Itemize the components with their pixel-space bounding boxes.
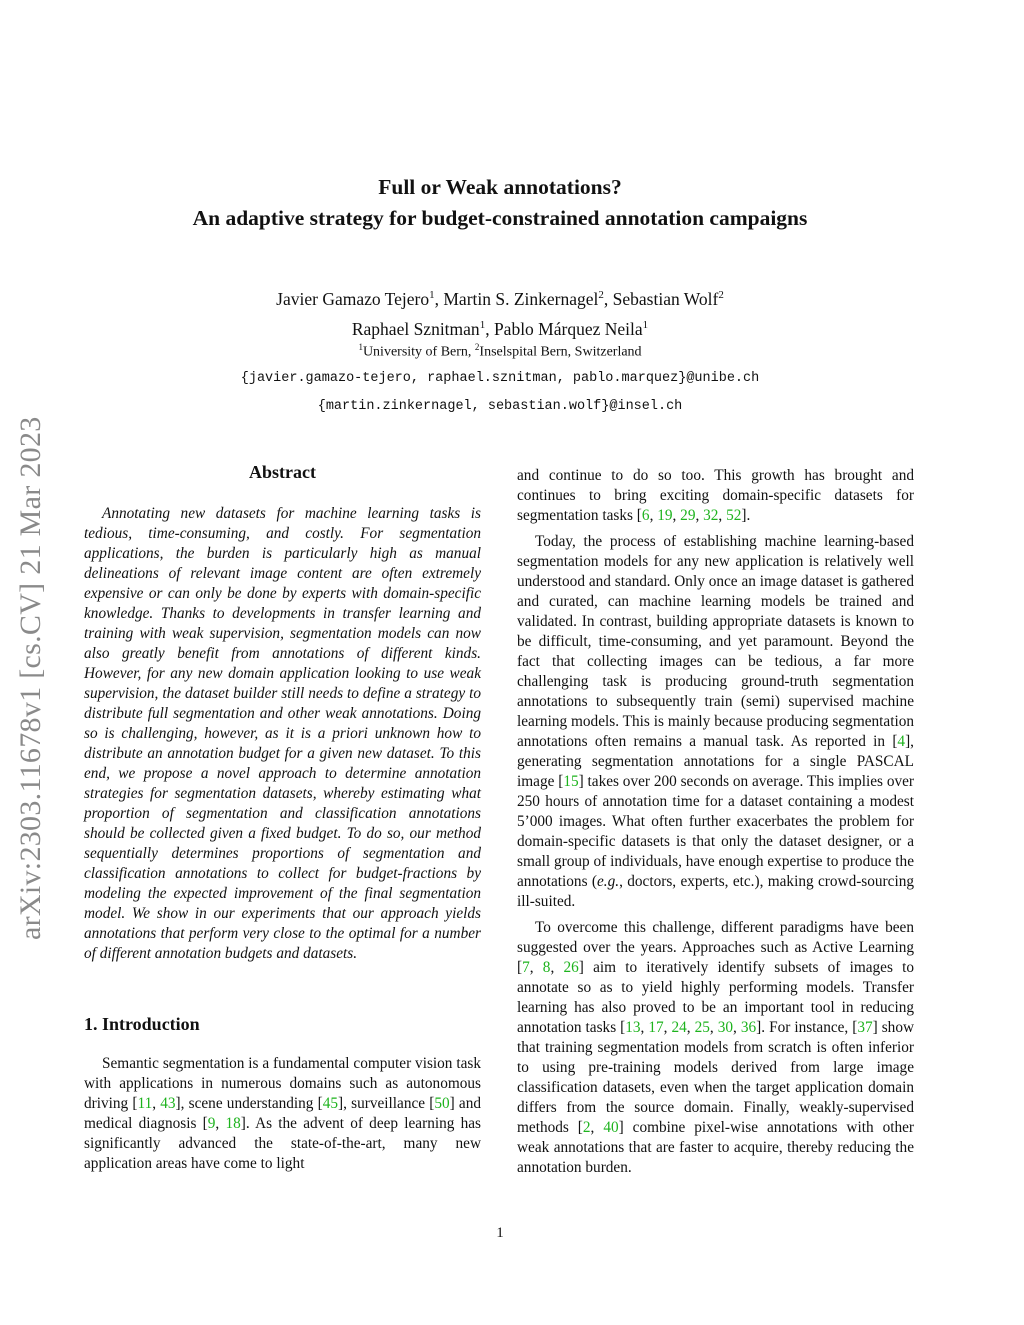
citation-link[interactable]: 32 <box>703 507 719 524</box>
citation-link[interactable]: 36 <box>740 1019 757 1036</box>
author-affiliation-mark: 2 <box>718 289 724 301</box>
citation-link[interactable]: 11 <box>137 1095 153 1112</box>
author-separator: , <box>603 288 613 309</box>
citation-link[interactable]: 50 <box>434 1095 450 1112</box>
intro-paragraph-continued: and continue to do so too. This growth has brought and continues to bring exciting domain-specific datasets for segmentation tasks [6, 19, 29, 32, 52]. <box>517 467 914 524</box>
page-number: 1 <box>496 1225 504 1241</box>
abstract-heading: Abstract <box>249 462 316 482</box>
affiliations <box>0 342 1000 361</box>
citation-link[interactable]: 52 <box>726 507 742 524</box>
citation-link[interactable]: 17 <box>648 1019 664 1036</box>
citation-link[interactable]: 2 <box>582 1119 591 1136</box>
emphasis-text: e.g. <box>596 873 620 890</box>
author-list <box>0 282 1000 342</box>
intro-paragraph-2: Today, the process of establishing machine learning-based segmentation models for any new application is relatively well understood and standard. Only once an image dataset is gathered and curated, can machine learning models be trained and validated. In contrast, building appropriate datasets is known to be difficult, time-consuming, and yet paramount. Beyond the fact that collecting images can be tedious, a far more challenging task is producing ground-truth segmentation annotations to subsequently train (semi) supervised machine learning models. This is mainly because producing segmentation annotations often remains a manual task. As reported in [4], generating segmentation annotations for a single PASCAL image [15] takes over 200 seconds on average. This implies over 250 hours of annotation time for a dataset containing a modest 5’000 images. What often further exacerbates the problem for domain-specific datasets is that only the dataset designer, or a small group of individuals, have enough expertise to produce the annotations (e.g., doctors, experts, etc.), making crowd-sourcing ill-suited. <box>517 533 915 910</box>
citation-link[interactable]: 43 <box>160 1095 176 1112</box>
author-affiliation-mark: 1 <box>642 318 649 331</box>
paper-title <box>0 172 1000 234</box>
citation-link[interactable]: 37 <box>857 1019 873 1036</box>
abstract-text: Annotating new datasets for machine learning tasks is tedious, time-consuming, and costly. For segmentation applications, the burden is particularly high as manual delineations of relevant image content are often extremely expensive or can only be done by experts with domain-specific knowledge. Thanks to developments in transfer learning and training with weak supervision, segmentation models can now also greatly benefit from annotations of different kinds. However, for any new domain application looking to use weak supervision, the dataset builder still needs to define a strategy to distribute full segmentation and other weak annotations. Doing so is challenging, however, as it is a priori unknown how to distribute an annotation budget for a given new dataset. To this end, we propose a novel approach to determine annotation strategies for segmentation datasets, whereby estimating what proportion of segmentation and classification annotations should be collected given a fixed budget. To do so, our method sequentially determines proportions of segmentation and classification annotations to collect for budget-fractions by modeling the expected improvement of the final segmentation model. We show in our experiments that our approach yields annotations that perform very close to the optimal for a number of different annotation budgets and datasets. <box>84 505 481 962</box>
introduction-heading: 1. Introduction <box>84 1014 200 1034</box>
author-line-2 <box>0 312 1000 342</box>
author-separator: , <box>434 288 444 309</box>
citation-link[interactable]: 26 <box>563 959 579 976</box>
citation-link[interactable]: 45 <box>322 1095 339 1112</box>
citation-link[interactable]: 15 <box>563 773 579 790</box>
author-affiliation-mark: 2 <box>598 289 604 301</box>
affiliation-name: Inselspital Bern, Switzerland <box>479 344 642 360</box>
citation-link[interactable]: 25 <box>694 1019 710 1036</box>
citation-link[interactable]: 4 <box>897 733 906 750</box>
citation-link[interactable]: 13 <box>625 1019 641 1036</box>
left-column <box>84 462 481 1180</box>
author-name: Martin S. Zinkernagel <box>443 288 599 309</box>
title-line-2: An adaptive strategy for budget-constrained annotation campaigns <box>192 206 808 230</box>
email-line-1: {javier.gamazo-tejero, raphael.sznitman, pablo.marquez}@unibe.ch <box>240 371 760 386</box>
citation-link[interactable]: 6 <box>641 507 650 524</box>
affiliation-name: University of Bern, <box>362 344 475 360</box>
author-affiliation-mark: 1 <box>429 289 435 301</box>
citation-link[interactable]: 24 <box>671 1019 687 1036</box>
citation-link[interactable]: 30 <box>717 1019 734 1036</box>
arxiv-stamp <box>0 0 47 940</box>
title-line-1: Full or Weak annotations? <box>378 175 622 199</box>
affiliation-mark: 1 <box>358 342 363 352</box>
email-line-2: {martin.zinkernagel, sebastian.wolf}@insel.ch <box>317 399 683 414</box>
citation-link[interactable]: 8 <box>542 959 551 976</box>
intro-paragraph-1: Semantic segmentation is a fundamental computer vision task with applications in numerous domains such as autonomous driving [11, 43], scene understanding [45], surveillance [50] and medical diagnosis [9, 18]. As the advent of deep learning has significantly advanced the state-of-the-art, many new application areas have come to light <box>84 1055 482 1172</box>
right-column <box>517 466 914 1184</box>
author-affiliation-mark: 1 <box>479 318 486 331</box>
citation-link[interactable]: 7 <box>522 959 530 976</box>
author-line-1 <box>0 282 1000 312</box>
citation-link[interactable]: 19 <box>657 507 673 524</box>
author-name: Pablo Márquez Neila <box>493 318 643 339</box>
citation-link[interactable]: 9 <box>207 1115 216 1132</box>
citation-link[interactable]: 40 <box>603 1119 619 1136</box>
author-name: Sebastian Wolf <box>612 288 719 309</box>
affiliation-mark: 2 <box>474 342 480 352</box>
author-name: Raphael Sznitman <box>351 318 480 339</box>
arxiv-identifier: arXiv:2303.11678v1 [cs.CV] 21 Mar 2023 <box>14 416 47 940</box>
citation-link[interactable]: 18 <box>225 1115 241 1132</box>
author-separator: , <box>485 318 494 339</box>
citation-link[interactable]: 29 <box>680 507 696 524</box>
intro-paragraph-3: To overcome this challenge, different paradigms have been suggested over the years. Approaches such as Active Learning [7, 8, 26] aim to iteratively identify subsets of images to annotate so as to yield highly performing models. Transfer learning has also proved to be an important tool in reducing annotation tasks [13, 17, 24, 25, 30, 36]. For instance, [37] show that training segmentation models from scratch is often inferior to using pre-training models derived from large image classification datasets, even when the target application domain differs from the source domain. Finally, weakly-supervised methods [2, 40] combine pixel-wise annotations with other weak annotations that are faster to acquire, thereby reducing the annotation burden. <box>517 919 915 1176</box>
author-name: Javier Gamazo Tejero <box>276 288 430 309</box>
